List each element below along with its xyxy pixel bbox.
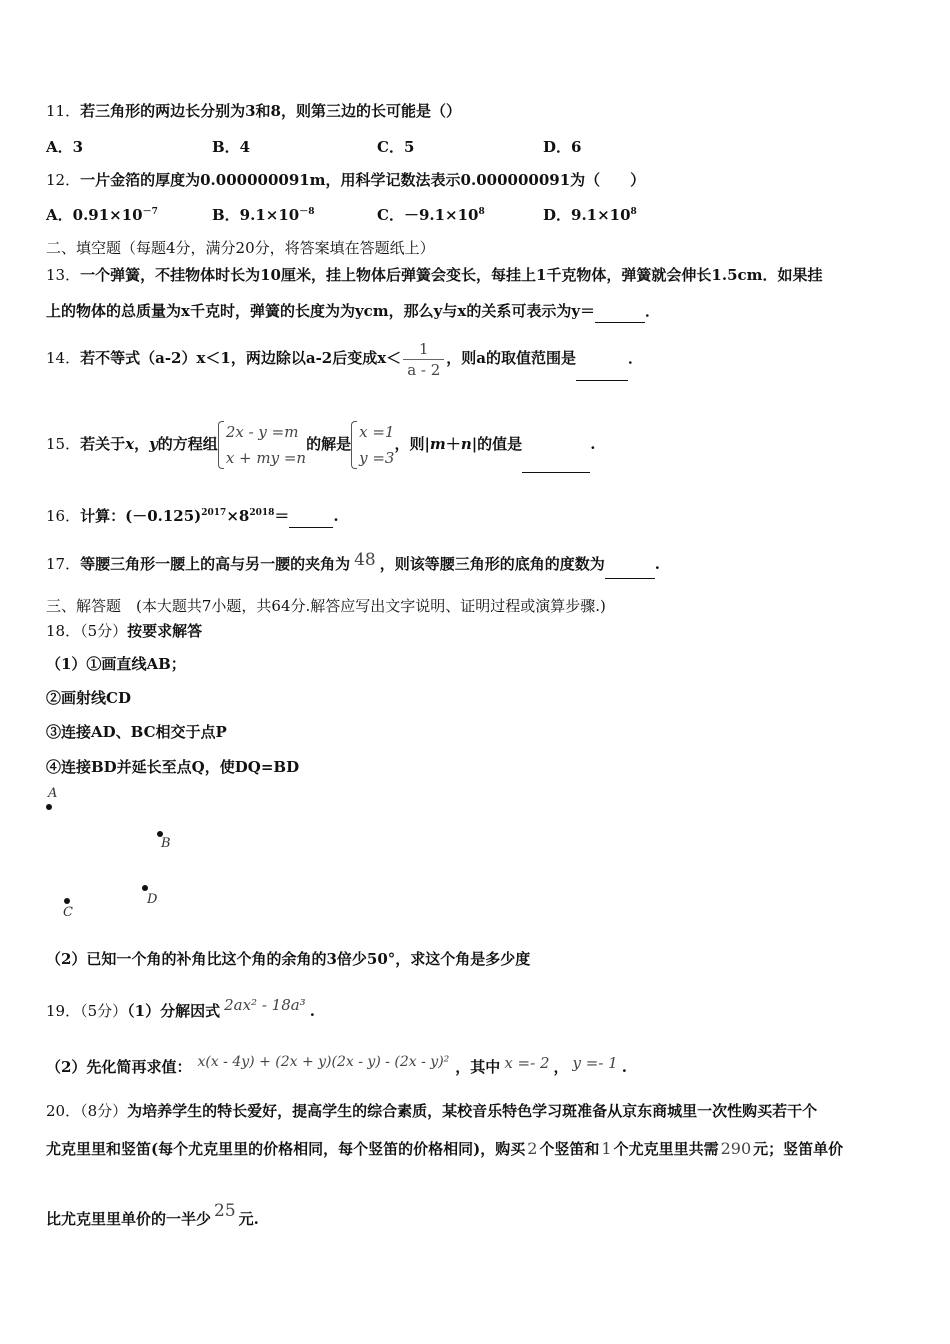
q19-condition-y: y =- 1 xyxy=(572,1054,618,1072)
q12-option-b xyxy=(212,204,314,225)
q14-fraction-denominator: a - 2 xyxy=(403,359,444,380)
q19-score: （5分） xyxy=(80,1002,128,1020)
q16-exponent-2: 2018 xyxy=(249,508,275,518)
q20-line-1 xyxy=(46,1100,817,1122)
q20-line-2 xyxy=(46,1138,843,1160)
q13-end: ． xyxy=(645,302,661,320)
q20-text-2a: 尤克里里和竖笛(每个尤克里里的价格相同，每个竖笛的价格相同)，购买 xyxy=(46,1140,526,1158)
q19-expression-1: 2ax² - 18a³ xyxy=(224,996,306,1014)
q15-var-x: x xyxy=(125,435,135,453)
q14-fraction-numerator: 1 xyxy=(418,339,429,358)
q12-option-d-base: D．9.1×10 xyxy=(543,206,631,224)
q12-option-a-exp: －7 xyxy=(142,207,158,217)
q12-option-a-base: A．0.91×10 xyxy=(46,206,143,224)
q12-option-a xyxy=(46,204,158,225)
q20-number: 20． xyxy=(46,1102,81,1120)
q18-part-2: （2）已知一个角的补角比这个角的余角的3倍少50°，求这个角是多少度 xyxy=(46,950,531,968)
q16-end: . xyxy=(333,507,339,525)
q14-text-post: ，则a的取值范围是 xyxy=(446,349,577,367)
q12-number: 12． xyxy=(46,171,81,189)
point-d-dot xyxy=(142,885,148,891)
q18-stem xyxy=(46,620,202,642)
q15-text-post-2: |的值是 xyxy=(471,435,523,453)
q15-answer-blank[interactable] xyxy=(522,416,590,473)
q15-comma: ， xyxy=(134,435,150,453)
q20-text-2d: 元；竖笛单价 xyxy=(753,1140,844,1158)
section-2-title: 二、填空题（每题4分，满分20分，将答案填在答题纸上） xyxy=(46,239,435,257)
q20-number-2: 2 xyxy=(527,1139,538,1158)
point-a-dot xyxy=(46,804,52,810)
q15-solution-system xyxy=(351,419,394,471)
q11-stem xyxy=(46,100,461,122)
q17-end: . xyxy=(654,555,660,573)
q20-text-3b: 元. xyxy=(238,1210,259,1228)
q16-text-pre: 计算：(－0.125) xyxy=(80,507,202,525)
q16-equals: ＝ xyxy=(274,507,290,525)
q15-var-n: n xyxy=(460,435,472,453)
q18-score: （5分） xyxy=(80,622,128,640)
q11-option-a: A．3 xyxy=(46,138,84,156)
q18-number: 18． xyxy=(46,622,81,640)
q13-text-1: 一个弹簧，不挂物体时长为10厘米，挂上物体后弹簧会变长，每挂上1千克物体，弹簧就会伸长1.5cm．如果挂 xyxy=(80,266,823,284)
q20-number-25: 25 xyxy=(214,1201,236,1221)
q15-text-mid: 的方程组 xyxy=(157,435,218,453)
q15-text-pre: 若关于 xyxy=(80,435,126,453)
q11-option-c: C．5 xyxy=(377,138,415,156)
q15-equation-1: 2x - y =m xyxy=(225,423,299,441)
q16-line xyxy=(46,502,339,528)
q13-line-1 xyxy=(46,264,823,286)
q20-text-2b: 个竖笛和 xyxy=(539,1140,600,1158)
q16-exponent-1: 2017 xyxy=(201,508,227,518)
q16-answer-blank[interactable] xyxy=(289,505,333,528)
q20-score: （8分） xyxy=(80,1102,128,1120)
q15-end: . xyxy=(590,435,596,453)
q12-text: 一片金箔的厚度为0.000000091m，用科学记数法表示0.000000091为（ ） xyxy=(80,171,646,189)
q19-expression-2: x(x - 4y) + (2x + y)(2x - y) - (2x - y)² xyxy=(197,1054,450,1070)
q11-number: 11． xyxy=(46,102,81,120)
q15-plus: ＋ xyxy=(445,435,461,453)
q15-text-post-1: ，则| xyxy=(394,435,430,453)
q15-solution-2: y =3 xyxy=(359,449,395,467)
q20-line-3 xyxy=(46,1196,259,1234)
q20-text-3a: 比尤克里里单价的一半少 xyxy=(46,1210,212,1228)
q18-part-1-step-1: （1）①画直线AB； xyxy=(46,655,186,673)
q13-answer-blank[interactable] xyxy=(595,300,645,323)
point-d-label: D xyxy=(147,892,158,907)
q19-where-text: ，其中 xyxy=(455,1058,501,1076)
point-c-label: C xyxy=(63,905,73,920)
q20-number-290: 290 xyxy=(720,1139,752,1158)
q13-number: 13． xyxy=(46,266,81,284)
point-b-label: B xyxy=(161,836,171,851)
q19-part-2-text: （2）先化简再求值： xyxy=(46,1058,192,1076)
q14-answer-blank[interactable] xyxy=(576,336,628,381)
q16-times: ×8 xyxy=(226,507,250,525)
q14-number: 14． xyxy=(46,349,81,367)
section-3-title: 三、解答题 (本大题共7小题，共64分.解答应写出文字说明、证明过程或演算步骤.) xyxy=(46,597,606,615)
q19-end-2: . xyxy=(621,1058,627,1076)
q19-condition-x: x =- 2 xyxy=(504,1054,550,1072)
q18-part-1-step-2: ②画射线CD xyxy=(46,689,131,707)
q17-number: 17． xyxy=(46,555,81,573)
q15-var-m: m xyxy=(429,435,446,453)
q15-solution-1: x =1 xyxy=(359,423,395,441)
q20-number-1: 1 xyxy=(601,1139,612,1158)
q16-number: 16． xyxy=(46,507,81,525)
q19-part-1 xyxy=(46,990,315,1026)
q19-part-2 xyxy=(46,1046,627,1083)
q14-line xyxy=(46,336,643,381)
q20-text-2c: 个尤克里里共需 xyxy=(613,1140,719,1158)
q17-angle-value: 48 xyxy=(354,550,376,570)
q13-text-2: 上的物体的总质量为x千克时，弹簧的长度为为ycm，那么y与x的关系可表示为y＝ xyxy=(46,302,596,320)
q14-fraction xyxy=(403,339,444,380)
q12-option-b-base: B．9.1×10 xyxy=(212,206,300,224)
point-a-label: A xyxy=(48,786,58,801)
q17-text-pre: 等腰三角形一腰上的高与另一腰的夹角为 xyxy=(80,555,351,573)
q11-option-d: D．6 xyxy=(543,138,582,156)
q17-line xyxy=(46,546,660,579)
q15-number: 15． xyxy=(46,435,81,453)
q19-number: 19． xyxy=(46,1002,81,1020)
q15-line xyxy=(46,416,595,473)
q12-option-d-exp: 8 xyxy=(630,207,637,217)
q12-option-b-exp: －8 xyxy=(299,207,315,217)
q17-answer-blank[interactable] xyxy=(605,550,655,579)
q15-equation-system xyxy=(218,419,306,471)
point-c-dot xyxy=(64,898,70,904)
q18-part-1-step-3: ③连接AD、BC相交于点P xyxy=(46,723,227,741)
q12-option-c-base: C．－9.1×10 xyxy=(377,206,479,224)
q20-text-1: 为培养学生的特长爱好，提高学生的综合素质，某校音乐特色学习斑准备从京东商城里一次性购买若干个 xyxy=(127,1102,818,1120)
q15-solution-text: 的解是 xyxy=(306,435,352,453)
q18-part-1-step-4: ④连接BD并延长至点Q，使DQ=BD xyxy=(46,758,300,776)
q15-var-y: y xyxy=(149,435,158,453)
q19-end-1: . xyxy=(309,1002,315,1020)
q18-title: 按要求解答 xyxy=(127,622,203,640)
q12-option-c-exp: 8 xyxy=(478,207,485,217)
q11-text: 若三角形的两边长分别为3和8，则第三边的长可能是（） xyxy=(80,102,461,120)
q13-line-2 xyxy=(46,300,660,323)
q14-text-pre: 若不等式（a-2）x＜1，两边除以a-2后变成x＜ xyxy=(80,349,402,367)
q15-equation-2: x + my =n xyxy=(225,449,307,467)
q12-option-c xyxy=(377,204,485,225)
q19-separator: ， xyxy=(553,1058,569,1076)
q19-part-1-text: （1）分解因式 xyxy=(127,1002,221,1020)
q12-option-d xyxy=(543,204,637,225)
q11-option-b: B．4 xyxy=(212,138,251,156)
q17-text-post: ，则该等腰三角形的底角的度数为 xyxy=(379,555,605,573)
q12-stem xyxy=(46,169,645,191)
q14-end: ． xyxy=(628,349,644,367)
